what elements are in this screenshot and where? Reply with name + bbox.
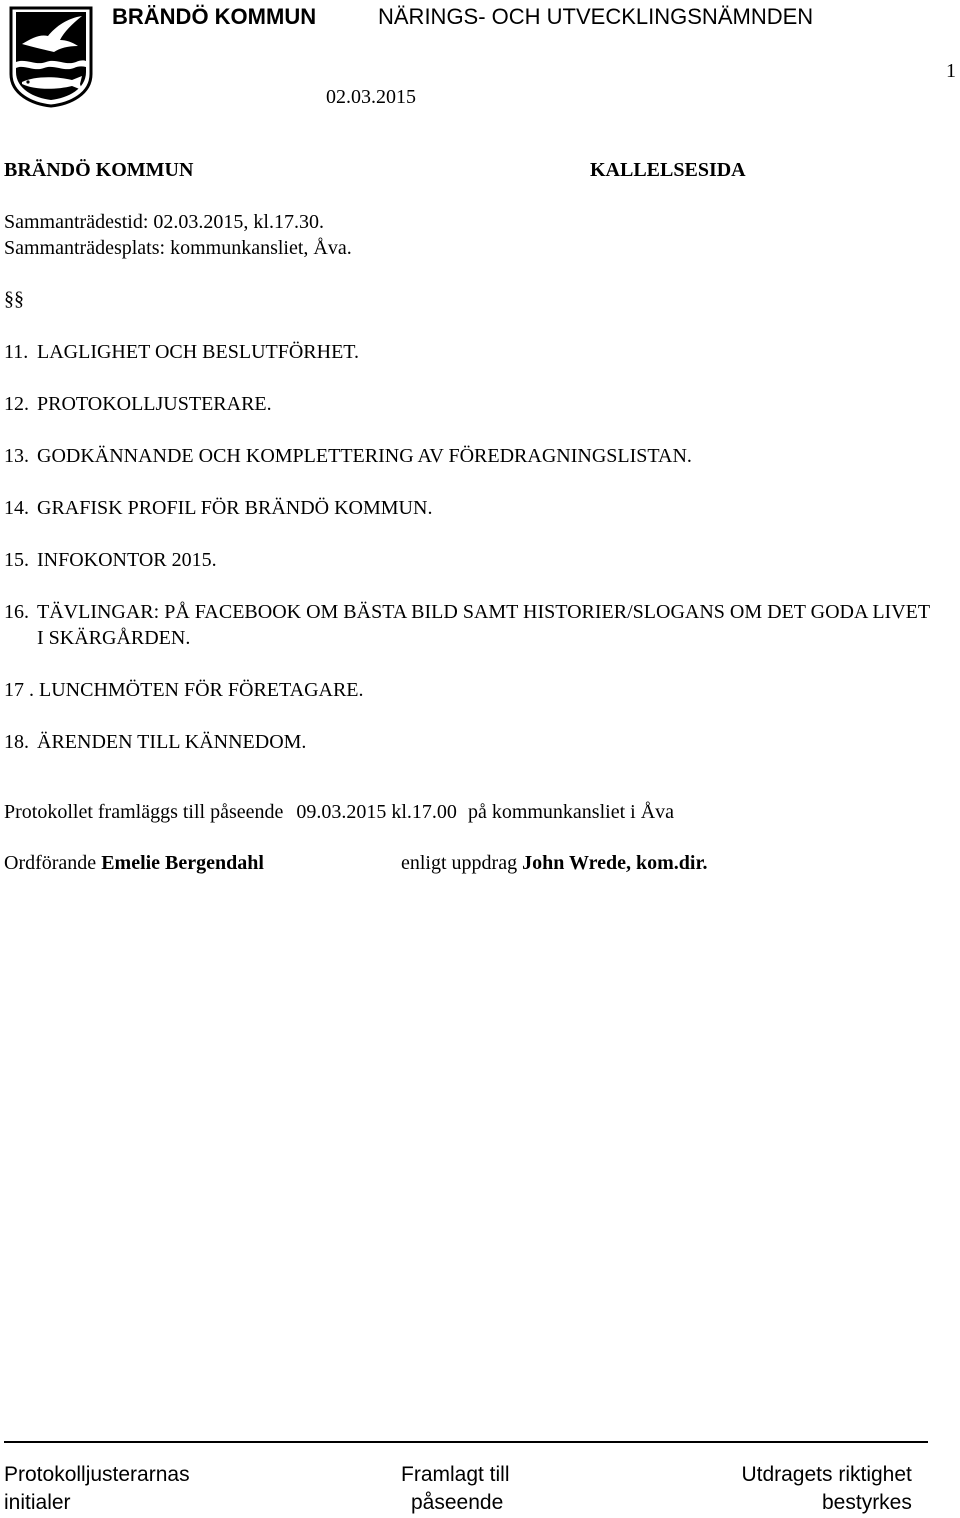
agenda-item	[4, 599, 934, 651]
chair-signature	[4, 852, 264, 875]
agenda-item-title: LAGLIGHET OCH BESLUTFÖRHET.	[37, 341, 360, 363]
agenda-item-title: ÄRENDEN TILL KÄNNEDOM.	[37, 731, 307, 753]
agenda-item-title: INFOKONTOR 2015.	[37, 549, 217, 571]
footer-initials-line1: Protokolljusterarnas	[4, 1463, 190, 1486]
page-number: 1	[946, 60, 956, 82]
agenda-item	[4, 339, 934, 365]
agenda-item	[4, 391, 934, 417]
coat-of-arms-icon	[8, 4, 94, 108]
protocol-label: Protokollet framläggs till påseende	[4, 801, 284, 823]
organization-name: BRÄNDÖ KOMMUN	[4, 159, 194, 181]
footer-presented	[401, 1461, 510, 1517]
header-date: 02.03.2015	[326, 86, 416, 108]
assign-name: John Wrede, kom.dir.	[522, 852, 708, 874]
agenda-item-number: 11.	[4, 341, 29, 363]
document-type: KALLELSESIDA	[590, 159, 746, 181]
protocol-display-line	[4, 801, 674, 824]
agenda-item-number: 18.	[4, 731, 29, 753]
agenda-item-number: 13.	[4, 445, 29, 467]
header-municipality: BRÄNDÖ KOMMUN	[112, 4, 317, 29]
protocol-location: på kommunkansliet i Åva	[467, 801, 675, 823]
meeting-time: Sammanträdestid: 02.03.2015, kl.17.30.	[4, 211, 324, 233]
paragraph-symbol: §§	[4, 288, 24, 310]
footer-certified	[728, 1461, 912, 1517]
footer-certified-line1: Utdragets riktighet	[741, 1463, 912, 1486]
agenda-item-title: TÄVLINGAR: PÅ FACEBOOK OM BÄSTA BILD SAMT HISTORIER/SLOGANS OM DET GODA LIVET I SKÄRGÅRDEN.	[37, 601, 930, 649]
protocol-date-time: 09.03.2015 kl.17.00	[296, 801, 457, 823]
agenda-list	[4, 339, 934, 781]
agenda-item-number: 12.	[4, 393, 29, 415]
agenda-item-title: LUNCHMÖTEN FÖR FÖRETAGARE.	[39, 679, 364, 701]
agenda-item	[4, 729, 934, 755]
footer-presented-line2: påseende	[411, 1491, 504, 1514]
agenda-item-title: GODKÄNNANDE OCH KOMPLETTERING AV FÖREDRAGNINGSLISTAN.	[37, 445, 692, 467]
header-board-name: NÄRINGS- OCH UTVECKLINGSNÄMNDEN	[378, 4, 814, 29]
footer-initials	[4, 1461, 190, 1517]
assign-label: enligt uppdrag	[401, 852, 518, 874]
footer-certified-line2: bestyrkes	[822, 1491, 912, 1514]
footer-divider	[4, 1441, 928, 1443]
agenda-item-number: 17 .	[4, 679, 34, 701]
agenda-item-title: PROTOKOLLJUSTERARE.	[37, 393, 272, 415]
footer-initials-line2: initialer	[4, 1491, 71, 1514]
agenda-item-number: 14.	[4, 497, 29, 519]
agenda-item	[4, 495, 934, 521]
meeting-place: Sammanträdesplats: kommunkansliet, Åva.	[4, 237, 352, 259]
footer-presented-line1: Framlagt till	[401, 1463, 510, 1486]
agenda-item-title: GRAFISK PROFIL FÖR BRÄNDÖ KOMMUN.	[37, 497, 433, 519]
chair-name: Emelie Bergendahl	[101, 852, 264, 874]
chair-label: Ordförande	[4, 852, 97, 874]
agenda-item	[4, 547, 934, 573]
assignment-signature	[401, 852, 708, 875]
agenda-item	[4, 443, 934, 469]
agenda-item-number: 15.	[4, 549, 29, 571]
agenda-item-number: 16.	[4, 601, 29, 623]
agenda-item	[4, 677, 934, 703]
